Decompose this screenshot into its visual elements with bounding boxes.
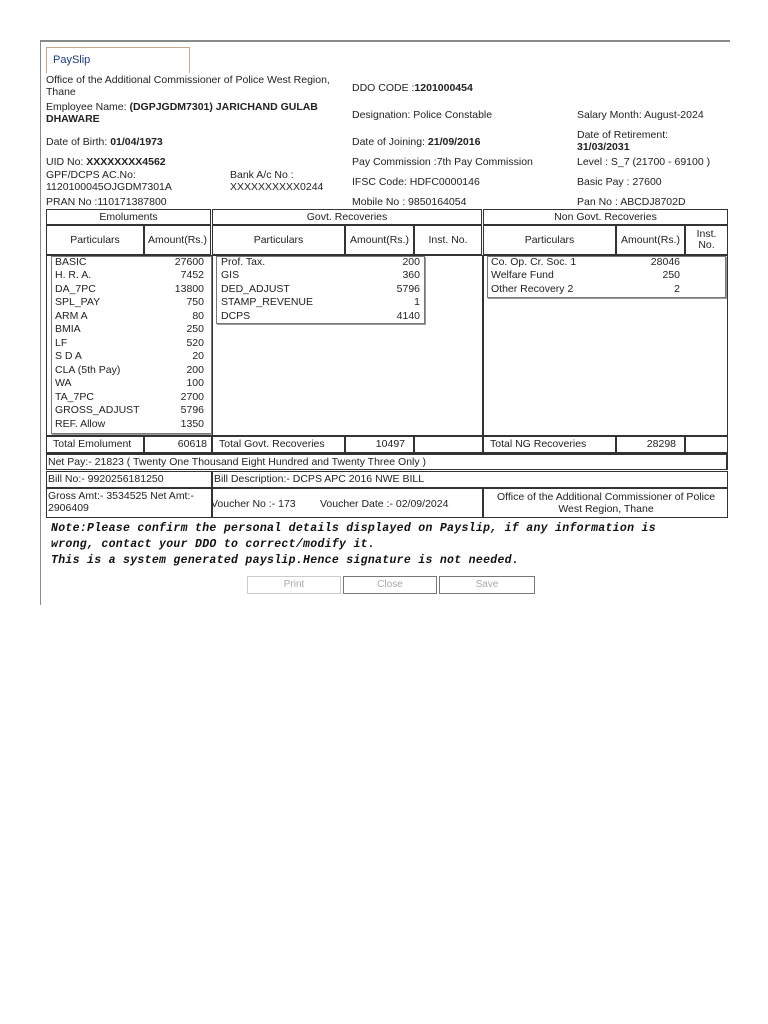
total-ng-label: Total NG Recoveries <box>490 438 587 450</box>
govt-recoveries-header: Govt. Recoveries <box>212 209 482 225</box>
govt-recovery-amount: 360 <box>402 269 420 281</box>
salary-month: Salary Month: August-2024 <box>577 109 704 121</box>
govt-recovery-amount: 200 <box>402 255 420 268</box>
emoluments-header: Emoluments <box>46 209 211 225</box>
voucher-no: Voucher No :- 173 <box>211 498 296 510</box>
emolument-amount: 200 <box>186 363 204 376</box>
nongovt-recovery-name: Welfare Fund <box>491 269 554 281</box>
emolument-name: SPL_PAY <box>55 296 101 308</box>
total-ng-cell <box>616 436 685 453</box>
govt-recovery-amount: 5796 <box>396 282 420 295</box>
office-footer-cell <box>483 488 728 518</box>
col-particulars: Particulars <box>212 225 345 255</box>
date-of-retirement: Date of Retirement: 31/03/2031 <box>577 129 669 153</box>
total-govt-label: Total Govt. Recoveries <box>219 438 325 450</box>
date-of-joining: Date of Joining: 21/09/2016 <box>352 136 481 148</box>
emolument-amount: 2700 <box>180 390 204 403</box>
total-emolument-value: 60618 <box>177 438 207 450</box>
col-amount: Amount(Rs.) <box>616 225 685 255</box>
nongovt-recovery-amount: 28046 <box>650 255 680 268</box>
emolument-name: CLA (5th Pay) <box>55 363 121 376</box>
emolument-amount: 1350 <box>180 417 204 430</box>
emolument-name: WA <box>55 377 72 389</box>
col-particulars: Particulars <box>483 225 616 255</box>
pan-no: Pan No : ABCDJ8702D <box>577 196 686 208</box>
emolument-name: TA_7PC <box>55 390 94 403</box>
govt-recovery-name: Prof. Tax. <box>221 255 266 268</box>
total-govt-inst-cell <box>414 436 483 453</box>
total-ng-value: 28298 <box>646 438 676 450</box>
tab-payslip[interactable]: PaySlip <box>46 47 190 73</box>
uid-no: UID No: XXXXXXXX4562 <box>46 156 166 168</box>
mobile-no: Mobile No : 9850164054 <box>352 196 467 208</box>
gross-net-amount: Gross Amt:- 3534525 Net Amt:- 2906409 <box>48 490 194 514</box>
gross-amount-cell <box>46 488 212 518</box>
close-button[interactable]: Close <box>343 576 437 594</box>
govt-recovery-name: DED_ADJUST <box>221 282 290 295</box>
col-amount: Amount(Rs.) <box>345 225 414 255</box>
note-line-1: Note:Please confirm the personal details displayed on Payslip, if any information is <box>51 522 656 535</box>
total-emolument-cell <box>144 436 212 453</box>
office-footer: Office of the Additional Commissioner of Police West Region, Thane <box>496 491 716 515</box>
emolument-name: BMIA <box>55 323 81 335</box>
emolument-name: BASIC <box>55 255 87 268</box>
bank-account: Bank A/c No : XXXXXXXXXX0244 <box>230 169 324 193</box>
employee-name: Employee Name: (DGPJGDM7301) JARICHAND GULAB DHAWARE <box>46 101 318 125</box>
emolument-name: ARM A <box>55 309 88 322</box>
nongovt-recovery-name: Co. Op. Cr. Soc. 1 <box>491 255 577 268</box>
left-divider <box>40 40 41 605</box>
nongovt-recovery-name: Other Recovery 2 <box>491 282 574 295</box>
emolument-amount: 520 <box>186 336 204 349</box>
office-name: Office of the Additional Commissioner of Police West Region, Thane <box>46 74 330 98</box>
voucher-date: Voucher Date :- 02/09/2024 <box>320 498 449 510</box>
govt-recovery-name: GIS <box>221 269 240 281</box>
total-ng-inst-cell <box>685 436 728 453</box>
emolument-amount: 250 <box>186 323 204 335</box>
note-line-2: wrong, contact your DDO to correct/modify it. <box>51 538 376 551</box>
emolument-name: H. R. A. <box>55 269 92 281</box>
govt-recovery-amount: 1 <box>414 296 420 308</box>
print-button[interactable]: Print <box>247 576 341 594</box>
note-line-3: This is a system generated payslip.Hence signature is not needed. <box>51 554 520 567</box>
pay-commission: Pay Commission :7th Pay Commission <box>352 156 533 168</box>
emolument-amount: 100 <box>186 377 204 389</box>
nongovt-recovery-amount: 2 <box>674 282 680 295</box>
voucher-cell <box>212 488 483 518</box>
level: Level : S_7 (21700 - 69100 ) <box>577 156 711 168</box>
col-amount: Amount(Rs.) <box>144 225 211 255</box>
govt-recovery-amount: 4140 <box>396 309 420 322</box>
bill-description: Bill Description:- DCPS APC 2016 NWE BILL <box>212 471 728 488</box>
bill-no: Bill No:- 9920256181250 <box>46 471 212 488</box>
col-inst-no: Inst. No. <box>414 225 482 255</box>
total-govt-value: 10497 <box>375 438 405 450</box>
ifsc-code: IFSC Code: HDFC0000146 <box>352 176 480 188</box>
nongovt-recovery-amount: 250 <box>662 269 680 281</box>
emolument-name: GROSS_ADJUST <box>55 404 140 416</box>
top-divider <box>40 40 730 42</box>
emolument-name: S D A <box>55 350 82 362</box>
date-of-birth: Date of Birth: 01/04/1973 <box>46 136 163 148</box>
emolument-amount: 5796 <box>180 404 204 416</box>
pran-no: PRAN No :110171387800 <box>46 196 167 208</box>
total-govt-cell <box>345 436 414 453</box>
govt-recovery-name: STAMP_REVENUE <box>221 296 313 308</box>
net-pay: Net Pay:- 21823 ( Twenty One Thousand Eight Hundred and Twenty Three Only ) <box>46 453 728 470</box>
gpf-dcps: GPF/DCPS AC.No: 1120100045OJGDM7301A <box>46 169 172 193</box>
nongovt-recoveries-header: Non Govt. Recoveries <box>483 209 728 225</box>
ddo-code: DDO CODE :1201000454 <box>352 82 473 94</box>
emolument-name: LF <box>55 336 68 349</box>
emolument-amount: 20 <box>192 350 204 362</box>
emolument-name: REF. Allow <box>55 417 106 430</box>
total-emolument-label-cell <box>46 436 144 453</box>
govt-recovery-name: DCPS <box>221 309 251 322</box>
col-inst-no: Inst. No. <box>685 225 728 255</box>
basic-pay: Basic Pay : 27600 <box>577 176 662 188</box>
emolument-amount: 13800 <box>174 282 204 295</box>
emolument-amount: 80 <box>192 309 204 322</box>
emolument-amount: 750 <box>186 296 204 308</box>
emolument-amount: 7452 <box>180 269 204 281</box>
save-button[interactable]: Save <box>439 576 535 594</box>
total-govt-label-cell <box>212 436 345 453</box>
total-ng-label-cell <box>483 436 616 453</box>
col-particulars: Particulars <box>46 225 144 255</box>
total-emolument-label: Total Emolument <box>53 438 132 450</box>
emolument-name: DA_7PC <box>55 282 96 295</box>
designation: Designation: Police Constable <box>352 109 493 121</box>
note <box>51 521 741 569</box>
emolument-amount: 27600 <box>174 255 204 268</box>
